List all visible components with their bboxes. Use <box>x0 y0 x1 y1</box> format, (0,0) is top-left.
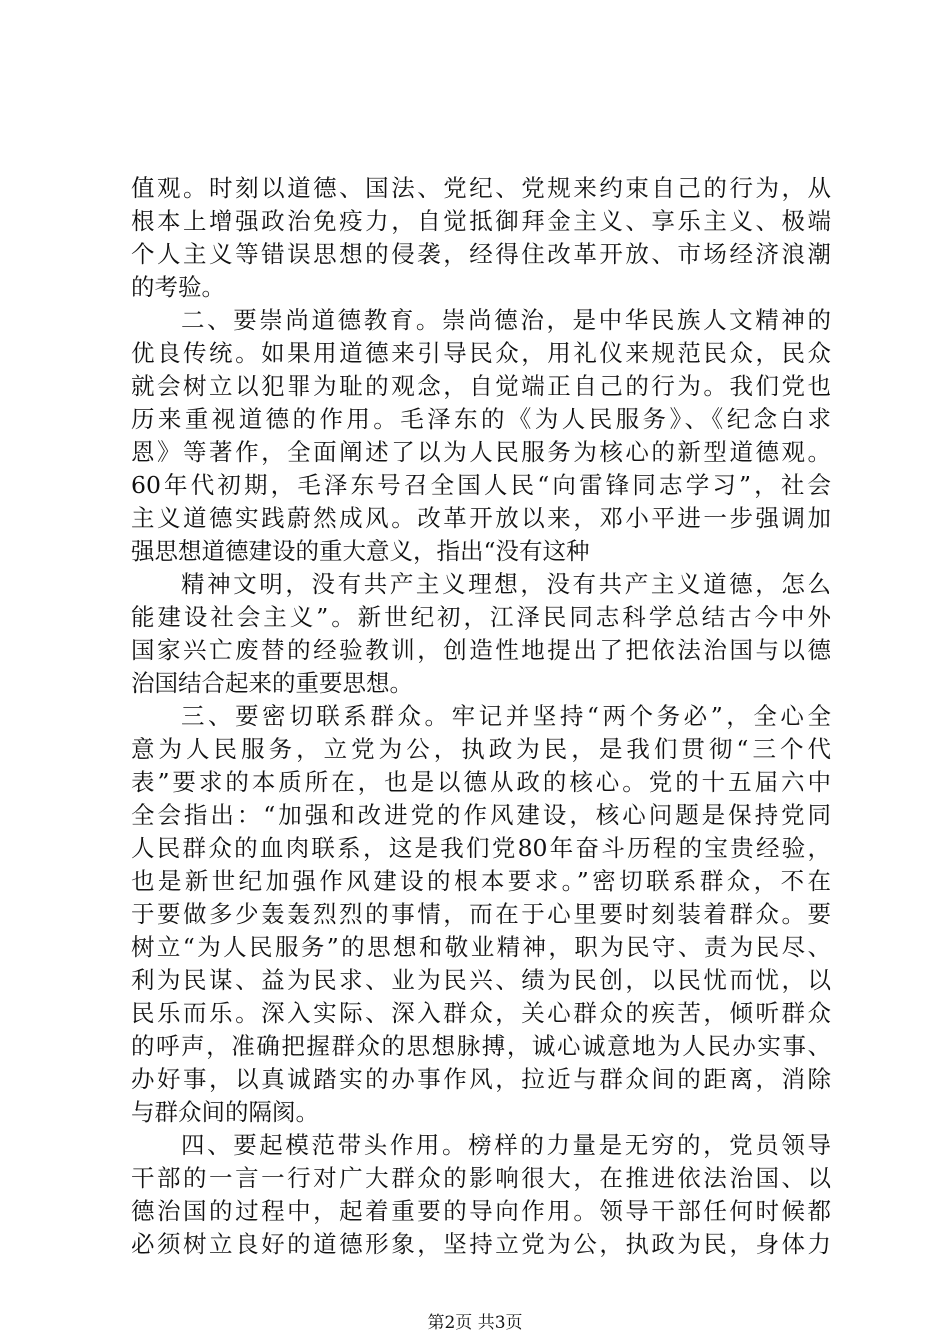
text-line: 二、要崇尚道德教育。崇尚德治，是中华民族人文精神的 <box>181 306 831 334</box>
text-line: 根本上增强政治免疫力，自觉抵御拜金主义、享乐主义、极端 <box>131 207 831 235</box>
text-line: 强思想道德建设的重大意义，指出“没有这种 <box>131 537 590 565</box>
text-line: 精神文明，没有共产主义理想，没有共产主义道德，怎么 <box>181 570 831 598</box>
text-line: 办好事，以真诚踏实的办事作风，拉近与群众间的距离，消除 <box>131 1065 831 1093</box>
text-line: 四、要起模范带头作用。榜样的力量是无穷的，党员领导 <box>181 1131 831 1159</box>
text-line: 必须树立良好的道德形象，坚持立党为公，执政为民，身体力 <box>131 1230 831 1258</box>
document-body <box>131 172 831 1261</box>
text-line: 的考验。 <box>131 273 225 301</box>
text-line: 全会指出：“加强和改进党的作风建设，核心问题是保持党同 <box>131 801 831 829</box>
text-line: 国家兴亡废替的经验教训，创造性地提出了把依法治国与以德 <box>131 636 831 664</box>
text-line: 树立“为人民服务”的思想和敬业精神，职为民守、责为民尽、 <box>131 933 831 961</box>
text-line: 与群众间的隔阂。 <box>131 1098 319 1126</box>
text-line: 三、要密切联系群众。牢记并坚持“两个务必”，全心全 <box>181 702 831 730</box>
text-line: 民乐而乐。深入实际、深入群众，关心群众的疾苦，倾听群众 <box>131 999 831 1027</box>
text-line: 历来重视道德的作用。毛泽东的《为人民服务》、《纪念白求 <box>131 405 831 433</box>
text-line: 利为民谋、益为民求、业为民兴、绩为民创，以民忧而忧，以 <box>131 966 831 994</box>
text-line: 人民群众的血肉联系，这是我们党80年奋斗历程的宝贵经验， <box>131 834 831 862</box>
text-line: 60年代初期，毛泽东号召全国人民“向雷锋同志学习”，社会 <box>131 471 831 499</box>
text-line: 个人主义等错误思想的侵袭，经得住改革开放、市场经济浪潮 <box>131 240 831 268</box>
text-line: 恩》等著作，全面阐述了以为人民服务为核心的新型道德观。 <box>131 438 831 466</box>
page-number: 第2页 共3页 <box>427 1313 523 1333</box>
text-line: 值观。时刻以道德、国法、党纪、党规来约束自己的行为，从 <box>131 174 831 202</box>
text-line: 于要做多少轰轰烈烈的事情，而在于心里要时刻装着群众。要 <box>131 900 831 928</box>
text-line: 主义道德实践蔚然成风。改革开放以来，邓小平进一步强调加 <box>131 504 831 532</box>
text-line: 就会树立以犯罪为耻的观念，自觉端正自己的行为。我们党也 <box>131 372 831 400</box>
text-line: 的呼声，准确把握群众的思想脉搏，诚心诚意地为人民办实事、 <box>131 1032 831 1060</box>
text-line: 意为人民服务，立党为公，执政为民，是我们贯彻“三个代 <box>131 735 831 763</box>
text-line: 治国结合起来的重要思想。 <box>131 669 413 697</box>
text-line: 表”要求的本质所在，也是以德从政的核心。党的十五届六中 <box>131 768 831 796</box>
text-line: 也是新世纪加强作风建设的根本要求。”密切联系群众，不在 <box>131 867 831 895</box>
text-line: 德治国的过程中，起着重要的导向作用。领导干部任何时候都 <box>131 1197 831 1225</box>
text-line: 干部的一言一行对广大群众的影响很大，在推进依法治国、以 <box>131 1164 831 1192</box>
text-line: 能建设社会主义”。新世纪初，江泽民同志科学总结古今中外 <box>131 603 831 631</box>
text-line: 优良传统。如果用道德来引导民众，用礼仪来规范民众，民众 <box>131 339 831 367</box>
